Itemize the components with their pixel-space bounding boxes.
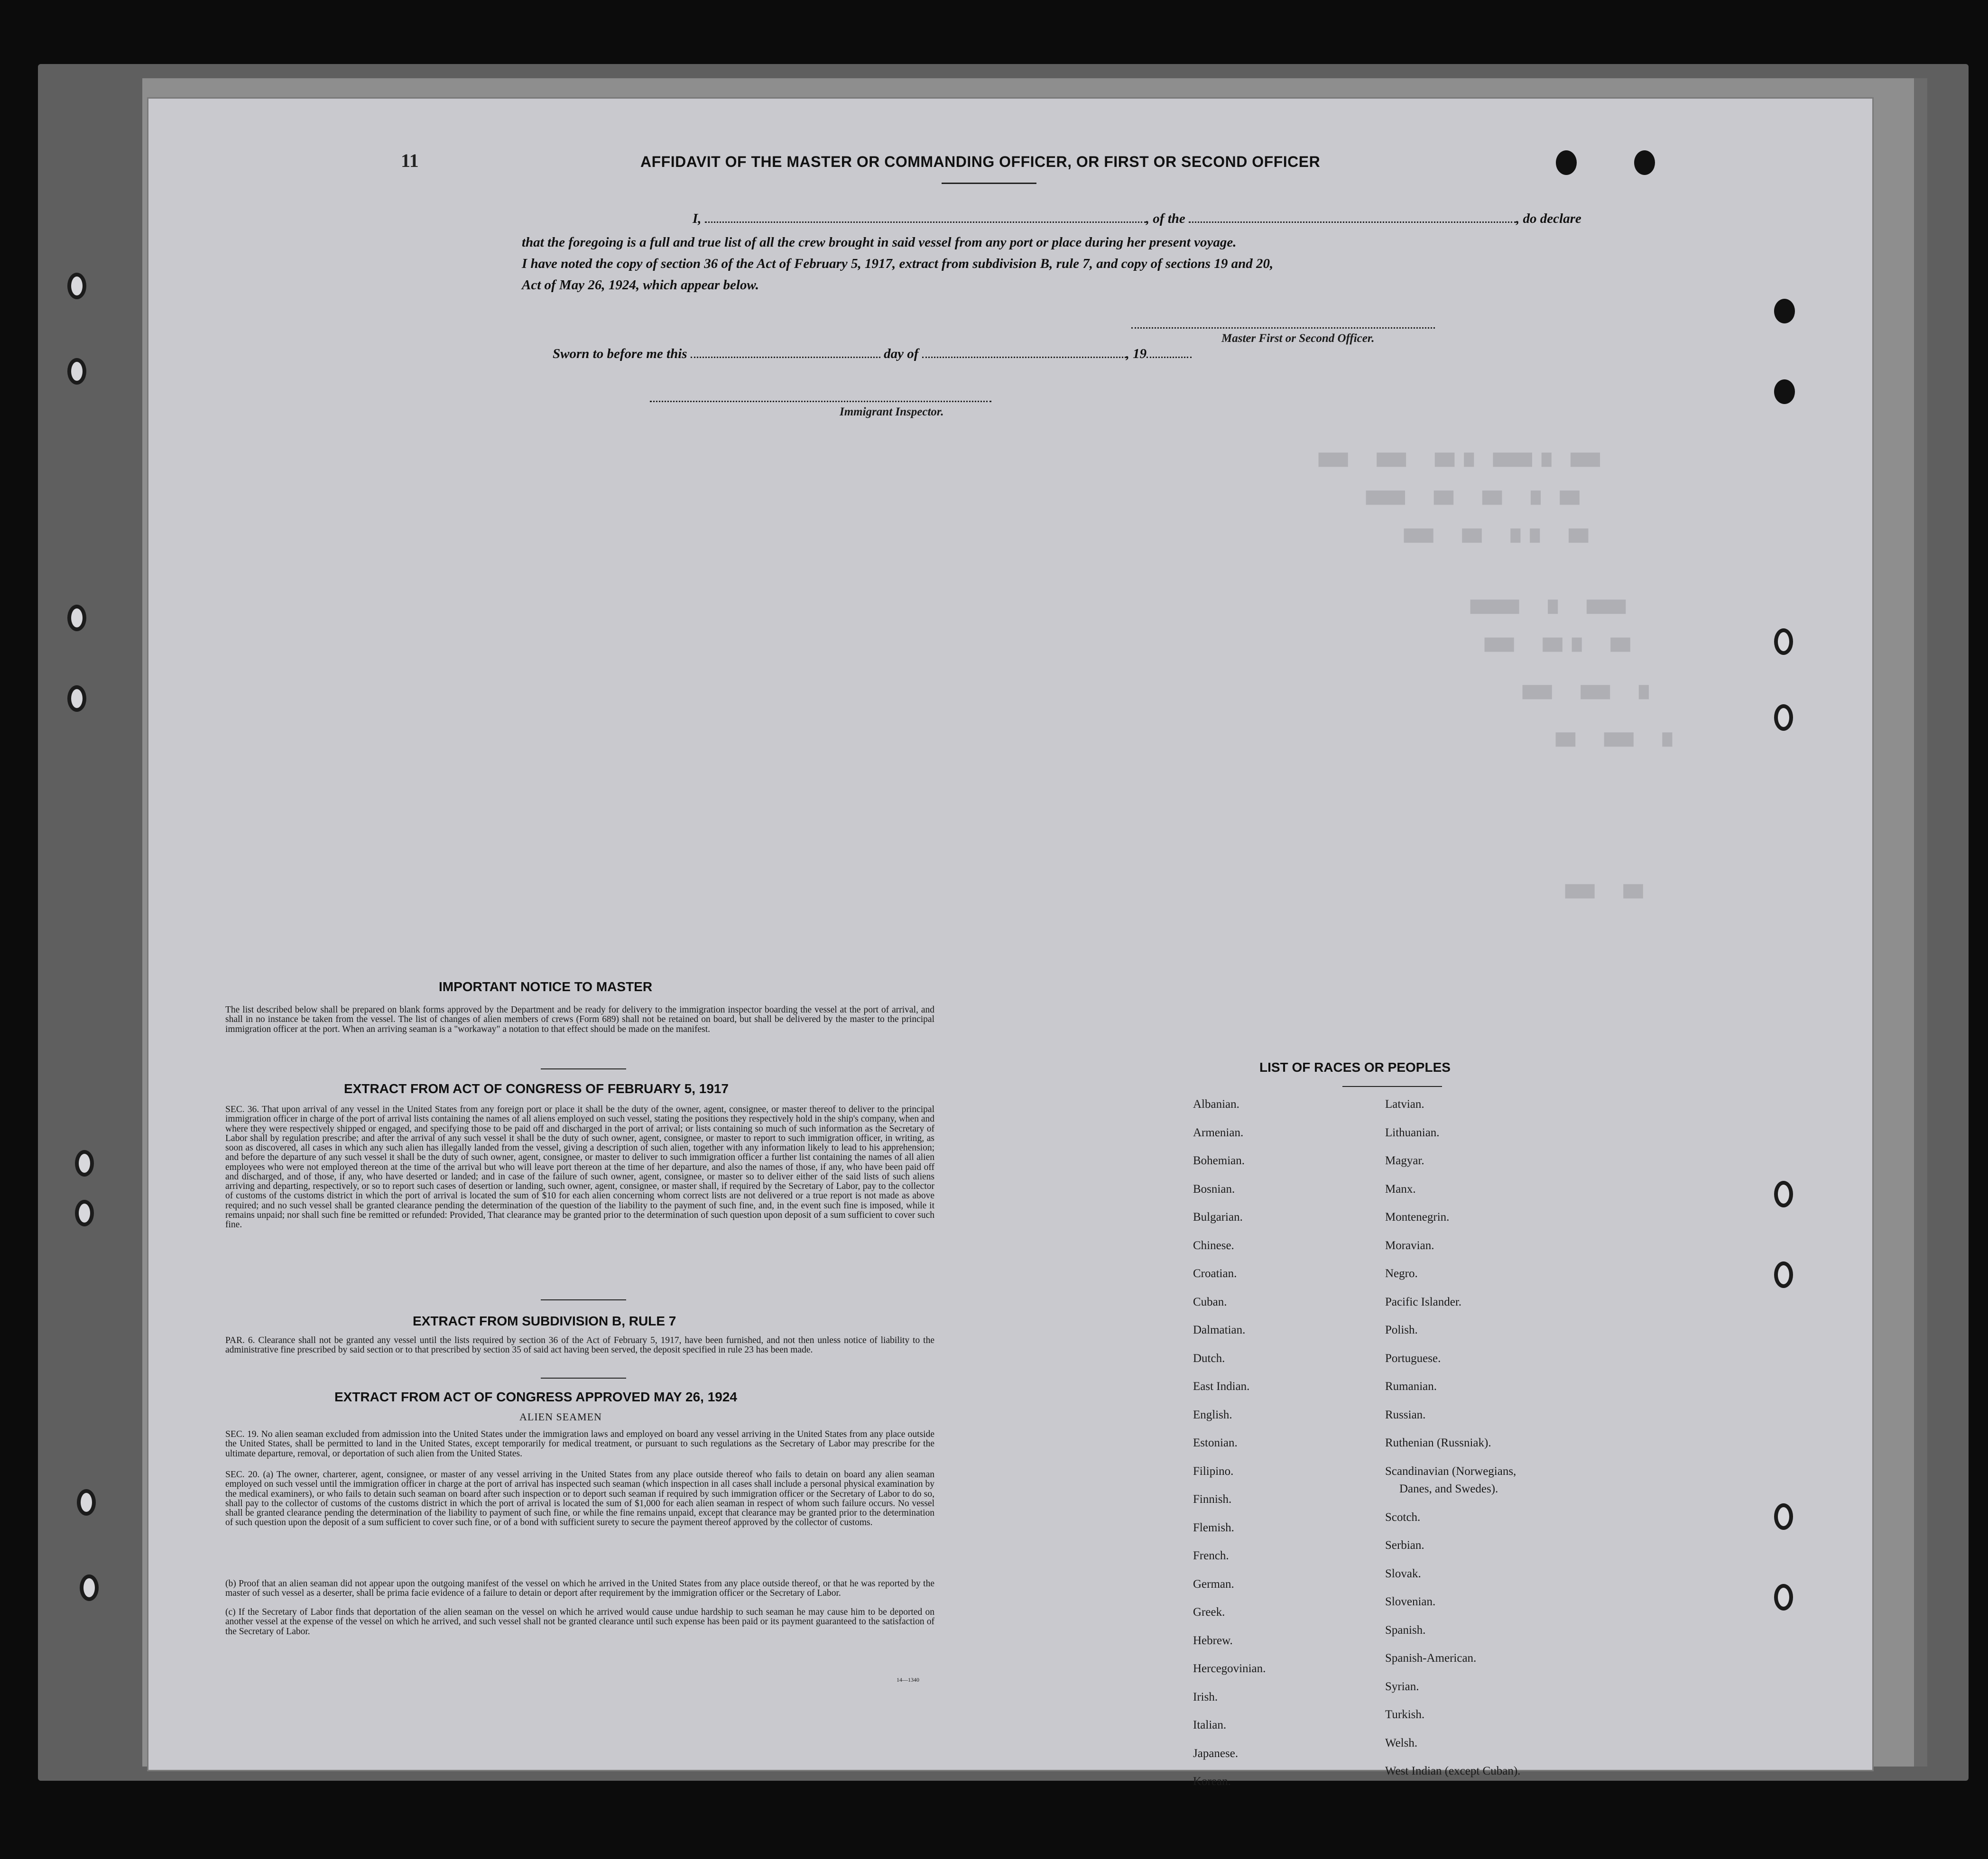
binder-hole (80, 1574, 99, 1601)
race-item: Syrian. (1385, 1680, 1419, 1693)
race-item: Spanish-American. (1385, 1652, 1477, 1665)
punch-hole (1774, 1503, 1793, 1530)
race-item: English. (1193, 1408, 1232, 1421)
race-item: Negro. (1385, 1267, 1418, 1280)
punch-hole (1774, 299, 1795, 323)
form-number: 14—1340 (897, 1676, 919, 1683)
race-item: Irish. (1193, 1690, 1218, 1703)
race-item: Flemish. (1193, 1521, 1234, 1534)
binder-hole (67, 605, 86, 631)
sec-20a-text: SEC. 20. (a) The owner, charterer, agent, consignee, or master of any vessel arriving in the United States from any place outside thereof who fails to detain on board any alien seaman employed on such vessel until the immigration officer in charge at the port of arrival has inspected such seaman (which inspection in all cases shall include a personal physical examination by the medical examiners), or who fails to detain such seaman on board after such inspection or to deport such seaman if required by such immigration officer or the Secretary of Labor to do so, shall pay to the collector of customs of the customs district in which the port of arrival is located the sum of $1,000 for each alien seaman in respect of whom such failure occurs. No vessel shall be granted clearance pending the determination of the liability to payment of such fine, or while the fine remains unpaid, except that clearance may be granted prior to the determination of such question upon the deposit of a sum sufficient to cover such fine, or of a bond with sufficient surety to secure the payment thereof approved by the collector of customs. (225, 1470, 934, 1528)
race-item: Spanish. (1385, 1623, 1426, 1637)
bleed-through-texture: ▆▆ ▆▆▆ ▆ (1556, 730, 1673, 748)
punch-hole (1774, 628, 1793, 655)
section-divider (541, 1068, 626, 1069)
race-item: Chinese. (1193, 1239, 1234, 1252)
name-blank[interactable] (705, 221, 1146, 223)
binder-hole (67, 358, 86, 385)
bleed-through-texture: ▆▆▆ ▆▆▆ ▆ (1523, 682, 1649, 700)
extract-1917-title: EXTRACT FROM ACT OF CONGRESS OF FEBRUARY 5, 1917 (344, 1081, 729, 1096)
section-divider (541, 1378, 626, 1379)
punch-hole (1774, 1261, 1793, 1288)
race-item: Latvian. (1385, 1098, 1424, 1111)
races-column-1 (1193, 1098, 1266, 1804)
race-item: Cuban. (1193, 1295, 1227, 1308)
race-item: Hercegovinian. (1193, 1662, 1266, 1675)
race-item: Pacific Islander. (1385, 1295, 1462, 1308)
binder-hole (67, 273, 86, 299)
declaration-line-1: I, , of the , do declare (693, 211, 1581, 226)
page-number-mark: 11 (401, 150, 419, 171)
notice-text: The list described below shall be prepared on blank forms approved by the Department and be ready for delivery to the immigration inspector boarding the vessel at the port of arrival, and shall in no instance be taken from the vessel. The list of changes of alien members of crews (Form 689) shall not be retained on board, but shall be delivered by the master to the principal immigration officer at the port. When an arriving seaman is a "workaway" a notation to that effect should be made on the manifest. (225, 1005, 934, 1034)
race-item: Japanese. (1193, 1747, 1239, 1760)
race-item: Armenian. (1193, 1126, 1244, 1139)
sworn-day-blank[interactable] (691, 357, 880, 358)
bleed-through-texture: ▆▆▆ ▆▆ ▆ ▆ ▆▆ (1404, 526, 1589, 544)
affidavit-title: AFFIDAVIT OF THE MASTER OR COMMANDING OFFICER, OR FIRST OR SECOND OFFICER (640, 153, 1321, 170)
race-item: Dutch. (1193, 1352, 1225, 1365)
race-item: Albanian. (1193, 1098, 1239, 1111)
race-item: Bohemian. (1193, 1154, 1245, 1167)
punch-hole (1634, 150, 1655, 175)
race-item: Croatian. (1193, 1267, 1237, 1280)
race-item: Filipino. (1193, 1464, 1234, 1478)
race-item: Magyar. (1385, 1154, 1424, 1167)
race-item: Slovenian. (1385, 1595, 1436, 1608)
race-item: Manx. (1385, 1182, 1416, 1196)
race-item: Greek. (1193, 1606, 1225, 1619)
declaration-line-4: Act of May 26, 1924, which appear below. (522, 277, 759, 293)
race-item: Bulgarian. (1193, 1211, 1243, 1224)
subdivision-b-text: PAR. 6. Clearance shall not be granted any vessel until the lists required by section 36 of the Act of February 5, 1917, have been furnished, and not then unless notice of liability to the administrative fine prescribed by said section or to that prescribed by section 35 of said act having been served, the deposit specified in rule 23 has been made. (225, 1335, 934, 1355)
extract-1924-title: EXTRACT FROM ACT OF CONGRESS APPROVED MAY 26, 1924 (334, 1390, 737, 1404)
sworn-line: Sworn to before me this day of , 19 (553, 346, 1192, 362)
races-divider (1342, 1086, 1442, 1087)
alien-seamen-subtitle: ALIEN SEAMEN (519, 1411, 602, 1423)
sworn-month-blank[interactable] (922, 357, 1126, 358)
race-item: Slovak. (1385, 1567, 1421, 1580)
race-item: Portuguese. (1385, 1352, 1441, 1365)
declaration-line-3: I have noted the copy of section 36 of the Act of February 5, 1917, extract from subdivision B, rule 7, and copy of sections 19 and 20, (522, 256, 1274, 271)
races-column-2 (1385, 1098, 1520, 1793)
race-item: Hebrew. (1193, 1634, 1233, 1647)
punch-hole (1774, 379, 1795, 404)
race-item: Ruthenian (Russniak). (1385, 1436, 1491, 1449)
race-item: Scandinavian (Norwegians, (1385, 1464, 1516, 1478)
inspector-signature-label: Immigrant Inspector. (840, 405, 944, 418)
race-item: German. (1193, 1577, 1234, 1591)
punch-hole (1774, 704, 1793, 731)
section-divider (541, 1299, 626, 1300)
inspector-signature-line[interactable] (650, 401, 991, 402)
binder-hole (67, 685, 86, 712)
race-item: Finnish. (1193, 1493, 1232, 1506)
race-item: Rumanian. (1385, 1380, 1437, 1393)
vessel-blank[interactable] (1189, 221, 1516, 223)
binder-hole (75, 1150, 94, 1177)
declaration-line-2: that the foregoing is a full and true list of all the crew brought in said vessel from any port or place during her present voyage. (522, 235, 1237, 250)
races-title: LIST OF RACES OR PEOPLES (1259, 1060, 1451, 1075)
master-signature-label: Master First or Second Officer. (1221, 332, 1375, 345)
punch-hole (1774, 1181, 1793, 1207)
extract-1917-text: SEC. 36. That upon arrival of any vessel in the United States from any foreign port or place it shall be the duty of the owner, agent, consignee, or master thereof to deliver to the principal immigration officer in charge of the port of arrival lists containing the names of all aliens employed on such vessel, stating the positions they respectively hold in the ship's company, when and where they were respectively shipped or engaged, and specifying those to be paid off and discharged in the port of arrival; or lists containing so much of such information as the Secretary of Labor shall by regulation prescribe; and after the arrival of any such vessel it shall be the duty of such owner, agent, consignee, or master to report to such immigration officer, in writing, as soon as discovered, all cases in which any such alien has illegally landed from the vessel, giving a description of such alien, together with any information likely to lead to his apprehension; and before the departure of any such vessel it shall be the duty of such owner, agent, consignee, or master to deliver to such immigration officer a further list containing the names of all alien employees who were not employed thereon at the time of the arrival but who will leave port thereon at the time of her departure, and also the names of those, if any, who have been paid off and discharged, and of those, if any, who have deserted or landed; and in case of the failure of such owner, agent, consignee, or master so to deliver either of the said lists of such aliens arriving and departing, respectively, or so to report such cases of desertion or landing, such owner, agent, consignee, or master shall, if required by the Secretary of Labor, pay to the collector of customs of the customs district in which the port of arrival is located the sum of $10 for each alien concerning whom correct lists are not delivered or a true report is not made as above required; and no such vessel shall be granted clearance pending the determination of the question of the liability to the payment of such fine, and, in the event such fine is imposed, while it remains unpaid; nor shall such fine be remitted or refunded: Provided, That clearance may be granted prior to the determination of such question upon deposit of a sum sufficient to cover such fine. (225, 1104, 934, 1230)
race-item: Moravian. (1385, 1239, 1434, 1252)
race-item: Bosnian. (1193, 1182, 1235, 1196)
race-item: Turkish. (1385, 1708, 1425, 1721)
punch-hole (1774, 1584, 1793, 1611)
race-item: Estonian. (1193, 1436, 1238, 1449)
race-item: Polish. (1385, 1324, 1418, 1336)
bleed-through-texture: ▆▆▆ ▆▆▆ ▆▆ ▆ ▆▆▆▆ ▆ ▆▆▆ (1319, 450, 1600, 468)
bleed-through-texture: ▆▆▆▆▆ ▆ ▆▆▆▆ (1470, 597, 1626, 615)
sec-20c-text: (c) If the Secretary of Labor finds that deportation of the alien seaman on the vessel on which he arrived would cause undue hardship to such seaman he may cause him to be deported on another vessel at the expense of the vessel on which he arrived, and such vessel shall not be granted clearance until such expense has been paid or its payment guaranteed to the satisfaction of the Secretary of Labor. (225, 1607, 934, 1637)
binder-hole (75, 1200, 94, 1226)
race-item: Italian. (1193, 1719, 1227, 1731)
master-signature-line[interactable] (1131, 327, 1435, 329)
race-item: Scotch. (1385, 1510, 1421, 1524)
race-item: Korean. (1193, 1775, 1231, 1788)
title-divider (942, 183, 1036, 184)
race-item: French. (1193, 1549, 1229, 1562)
punch-hole (1556, 150, 1577, 175)
binder-hole (77, 1489, 96, 1516)
race-item: Welsh. (1385, 1736, 1418, 1749)
notice-title: IMPORTANT NOTICE TO MASTER (439, 979, 653, 994)
subdivision-b-title: EXTRACT FROM SUBDIVISION B, RULE 7 (413, 1314, 676, 1328)
race-item: Serbian. (1385, 1539, 1424, 1552)
race-item: West Indian (except Cuban). (1385, 1765, 1521, 1777)
bleed-through-texture: ▆▆▆ ▆▆ ▆ ▆▆ (1485, 635, 1630, 653)
race-item: Montenegrin. (1385, 1211, 1450, 1224)
bleed-through-texture: ▆▆▆▆ ▆▆ ▆▆ ▆ ▆▆ (1366, 488, 1580, 506)
sec-20b-text: (b) Proof that an alien seaman did not appear upon the outgoing manifest of the vessel on which he arrived in the United States from any place outside thereof, or that he was reported by the master of such vessel as a deserter, shall be prima facie evidence of a failure to detain or deport after requirement by the immigration officer or the Secretary of Labor. (225, 1579, 934, 1599)
race-item: Dalmatian. (1193, 1324, 1246, 1336)
race-item: Russian. (1385, 1408, 1426, 1421)
bleed-through-texture: ▆▆▆ ▆▆ (1565, 882, 1643, 900)
sec-19-text: SEC. 19. No alien seaman excluded from admission into the United States under the immigration laws and employed on board any vessel arriving in the United States from any place outside the United States, shall be permitted to land in the United States, except temporarily for medical treatment, or pursuant to such regulations as the Secretary of Labor may prescribe for the ultimate departure, removal, or deportation of such alien from the United States. (225, 1429, 934, 1459)
sworn-year-blank[interactable] (1147, 357, 1192, 358)
race-item: Lithuanian. (1385, 1126, 1440, 1139)
race-item: East Indian. (1193, 1380, 1250, 1393)
affidavit-page (147, 97, 1874, 1788)
race-item: Danes, and Swedes). (1399, 1482, 1498, 1495)
